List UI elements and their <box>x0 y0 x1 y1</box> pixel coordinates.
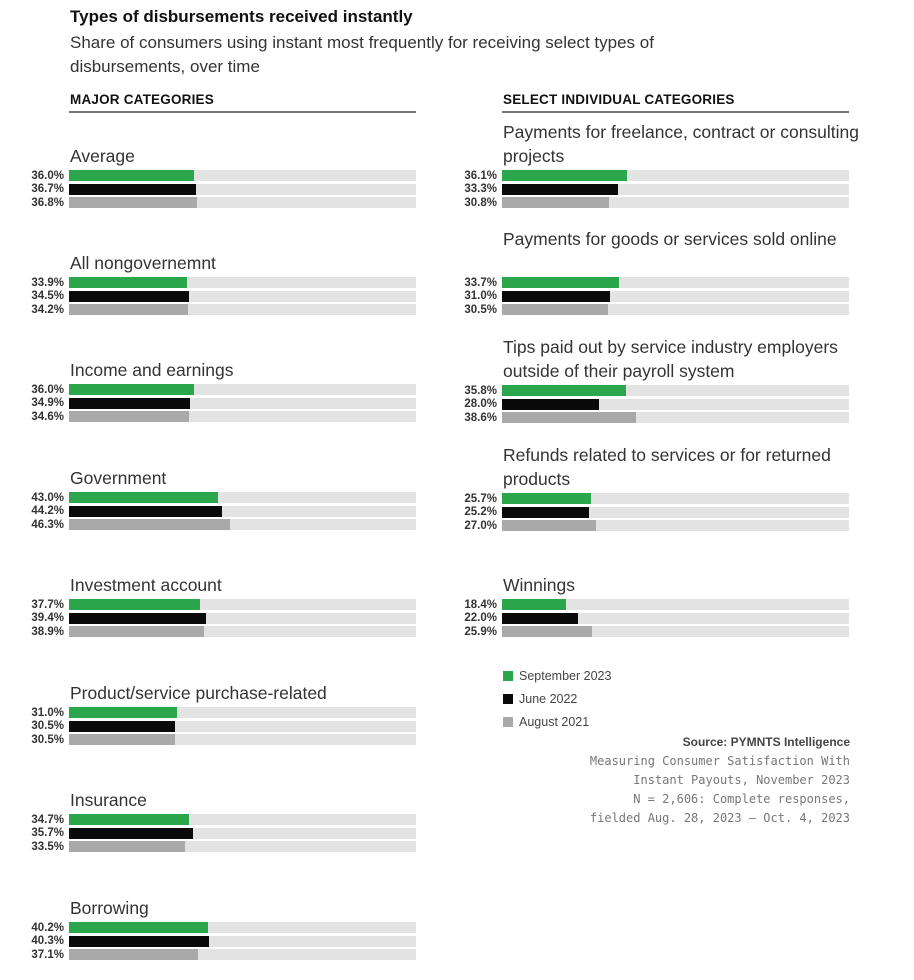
bar-august-2021 <box>69 949 198 960</box>
value-label: 40.3% <box>31 935 64 947</box>
value-label: 25.7% <box>464 492 497 505</box>
bar-track <box>502 599 849 610</box>
bar-track <box>502 493 849 504</box>
value-label: 40.2% <box>31 921 64 934</box>
bar-track <box>502 385 849 396</box>
individual-categories-rule <box>502 111 849 113</box>
category-label: Payments for freelance, contract or consulting projects <box>503 122 860 166</box>
category-label: Income and earnings <box>70 360 234 380</box>
bar-track <box>502 291 849 302</box>
value-label: 36.8% <box>31 196 64 209</box>
legend-june-2022 <box>503 692 577 706</box>
bar-track <box>69 814 416 825</box>
bar-track <box>69 707 416 718</box>
bar-track <box>502 520 849 531</box>
value-label: 30.8% <box>464 196 497 209</box>
bar-august-2021 <box>502 304 608 315</box>
bar-track <box>502 412 849 423</box>
category-label: Insurance <box>70 790 147 810</box>
bar-september-2023 <box>502 493 591 504</box>
value-label: 25.2% <box>464 506 497 518</box>
value-label: 38.9% <box>31 625 64 638</box>
bar-track <box>69 949 416 960</box>
bar-track <box>69 170 416 181</box>
value-label: 38.6% <box>464 411 497 424</box>
bar-track <box>69 841 416 852</box>
bar-august-2021 <box>69 734 175 745</box>
bar-june-2022 <box>69 398 190 409</box>
value-label: 36.1% <box>464 169 497 182</box>
category-label: Product/service purchase-related <box>70 683 327 703</box>
bar-track <box>69 291 416 302</box>
category-label: Refunds related to services or for returned products <box>503 445 831 489</box>
bar-track <box>502 626 849 637</box>
bar-august-2021 <box>502 520 596 531</box>
legend-label: August 2021 <box>519 715 590 729</box>
value-label: 34.6% <box>31 410 64 423</box>
value-label: 30.5% <box>31 720 64 732</box>
bar-september-2023 <box>69 492 218 503</box>
bar-june-2022 <box>69 184 196 195</box>
legend-label: June 2022 <box>519 692 578 706</box>
major-categories-heading: MAJOR CATEGORIES <box>70 92 214 107</box>
bar-track <box>502 277 849 288</box>
value-label: 35.8% <box>464 384 497 397</box>
value-label: 31.0% <box>31 706 64 719</box>
bar-track <box>69 922 416 933</box>
value-label: 36.7% <box>31 183 64 195</box>
category-label: Investment account <box>70 575 222 595</box>
value-label: 34.5% <box>31 290 64 302</box>
bar-track <box>69 519 416 530</box>
bar-september-2023 <box>502 385 626 396</box>
source-title: Source: PYMNTS Intelligence <box>682 735 850 749</box>
value-label: 44.2% <box>31 505 64 517</box>
legend-swatch-june <box>503 694 513 704</box>
value-label: 37.7% <box>31 598 64 611</box>
value-label: 27.0% <box>464 519 497 532</box>
category-label: Tips paid out by service industry employers outside of their payroll system <box>503 337 838 381</box>
source-note <box>560 733 850 828</box>
value-label: 34.7% <box>31 813 64 826</box>
bar-track <box>69 599 416 610</box>
category-label: All nongovernemnt <box>70 253 216 273</box>
bar-track <box>69 828 416 839</box>
major-categories-rule <box>69 111 416 113</box>
bar-track <box>502 170 849 181</box>
category-label: Winnings <box>503 575 575 595</box>
bar-track <box>69 304 416 315</box>
value-label: 28.0% <box>464 398 497 410</box>
bar-september-2023 <box>502 599 566 610</box>
value-label: 33.5% <box>31 840 64 853</box>
value-label: 33.7% <box>464 276 497 289</box>
value-label: 31.0% <box>464 290 497 302</box>
category-label: Payments for goods or services sold online <box>503 229 837 249</box>
bar-june-2022 <box>502 399 599 410</box>
bar-september-2023 <box>69 170 194 181</box>
bar-june-2022 <box>502 291 610 302</box>
value-label: 34.2% <box>31 303 64 316</box>
bar-track <box>69 184 416 195</box>
bar-september-2023 <box>69 384 194 395</box>
bar-track <box>69 398 416 409</box>
bar-track <box>69 277 416 288</box>
value-label: 33.9% <box>31 276 64 289</box>
bar-track <box>502 613 849 624</box>
bar-track <box>502 197 849 208</box>
bar-track <box>69 197 416 208</box>
bar-june-2022 <box>69 506 222 517</box>
value-label: 30.5% <box>31 733 64 746</box>
value-label: 39.4% <box>31 612 64 624</box>
bar-track <box>502 507 849 518</box>
bar-september-2023 <box>69 707 177 718</box>
bar-september-2023 <box>69 922 208 933</box>
chart-subtitle: Share of consumers using instant most frequently for receiving select types of disbursements, over time <box>70 33 654 76</box>
source-line: Measuring Consumer Satisfaction With <box>589 754 850 768</box>
bar-september-2023 <box>502 277 619 288</box>
source-line: Instant Payouts, November 2023 <box>633 773 850 787</box>
bar-track <box>502 184 849 195</box>
bar-june-2022 <box>502 507 589 518</box>
chart-title: Types of disbursements received instantly <box>70 7 413 26</box>
bar-september-2023 <box>502 170 627 181</box>
bar-track <box>69 721 416 732</box>
individual-categories-heading: SELECT INDIVIDUAL CATEGORIES <box>503 92 735 107</box>
bar-track <box>502 304 849 315</box>
bar-august-2021 <box>69 197 197 208</box>
value-label: 35.7% <box>31 827 64 839</box>
value-label: 36.0% <box>31 169 64 182</box>
bar-august-2021 <box>502 197 609 208</box>
bar-track <box>69 936 416 947</box>
bar-track <box>69 411 416 422</box>
bar-track <box>69 613 416 624</box>
category-label: Government <box>70 468 167 488</box>
bar-september-2023 <box>69 814 189 825</box>
value-label: 46.3% <box>31 518 64 531</box>
bar-track <box>502 399 849 410</box>
legend-swatch-august <box>503 717 513 727</box>
value-label: 34.9% <box>31 397 64 409</box>
category-label: Average <box>70 146 135 166</box>
value-label: 25.9% <box>464 625 497 638</box>
legend-september-2023 <box>503 669 611 683</box>
bar-september-2023 <box>69 277 187 288</box>
legend-swatch-september <box>503 671 513 681</box>
value-label: 30.5% <box>464 303 497 316</box>
bar-june-2022 <box>69 936 209 947</box>
bar-june-2022 <box>69 721 175 732</box>
value-label: 33.3% <box>464 183 497 195</box>
value-label: 43.0% <box>31 491 64 504</box>
bar-august-2021 <box>69 626 204 637</box>
category-label: Borrowing <box>70 898 149 918</box>
bar-june-2022 <box>69 291 189 302</box>
bar-track <box>69 734 416 745</box>
bar-august-2021 <box>69 411 189 422</box>
value-label: 22.0% <box>464 612 497 624</box>
legend-label: September 2023 <box>519 669 612 683</box>
bar-track <box>69 384 416 395</box>
bar-track <box>69 626 416 637</box>
source-line: fielded Aug. 28, 2023 – Oct. 4, 2023 <box>589 811 850 825</box>
value-label: 37.1% <box>31 948 64 961</box>
bar-august-2021 <box>502 626 592 637</box>
bar-june-2022 <box>502 184 618 195</box>
bar-june-2022 <box>69 613 206 624</box>
source-line: N = 2,606: Complete responses, <box>633 792 850 806</box>
legend-august-2021 <box>503 715 589 729</box>
bar-august-2021 <box>502 412 636 423</box>
value-label: 36.0% <box>31 383 64 396</box>
bar-august-2021 <box>69 304 188 315</box>
value-label: 18.4% <box>464 598 497 611</box>
bar-track <box>69 492 416 503</box>
bar-september-2023 <box>69 599 200 610</box>
bar-june-2022 <box>502 613 578 624</box>
bar-august-2021 <box>69 519 230 530</box>
bar-august-2021 <box>69 841 185 852</box>
bar-track <box>69 506 416 517</box>
bar-june-2022 <box>69 828 193 839</box>
